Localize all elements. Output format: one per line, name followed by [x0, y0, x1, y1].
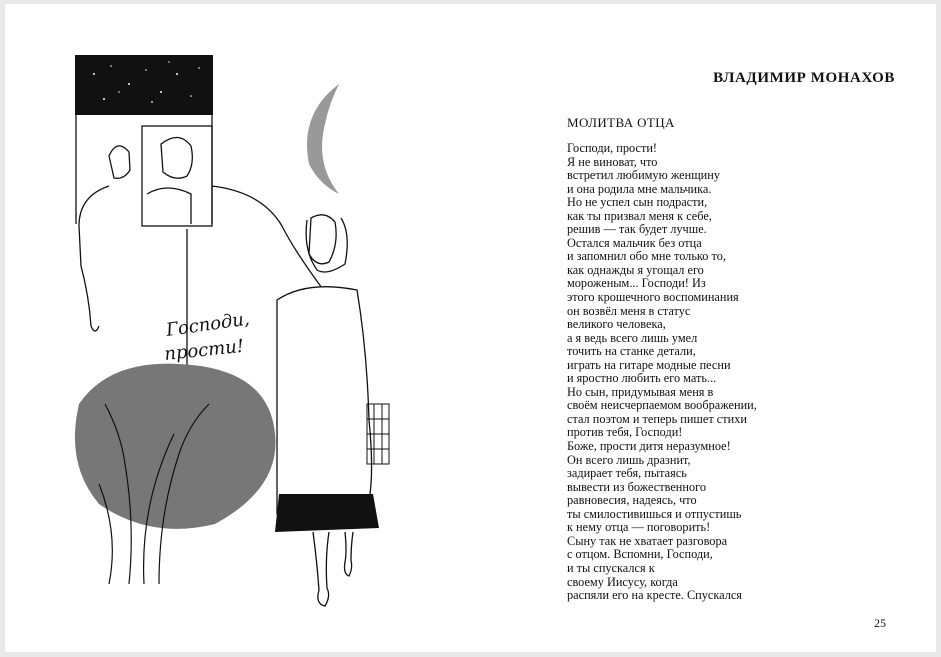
author-name: ВЛАДИМИР МОНАХОВ	[713, 70, 895, 86]
poem-line: распяли его на кресте. Спускался	[567, 588, 742, 603]
poem-title: МОЛИТВА ОТЦА	[567, 115, 675, 130]
young-man-body	[79, 186, 109, 331]
poem-line: и яростно любить его мать...	[567, 371, 717, 386]
poem-line: равновесия, надеясь, что	[567, 493, 697, 508]
poem-line: встретил любимую женщину	[567, 168, 720, 183]
inner-window	[142, 126, 212, 226]
illustration-drawing	[49, 44, 419, 614]
poem-line: своём неисчерпаемом воображении,	[567, 398, 757, 413]
night-window	[76, 56, 212, 114]
young-man-head	[109, 146, 130, 178]
woman	[277, 215, 372, 514]
woman-legs	[313, 532, 353, 606]
handwritten-text-line1: Господи,	[164, 308, 251, 341]
skirt	[275, 494, 379, 532]
poem-line: Он всего лишь дразнит,	[567, 452, 691, 467]
poem-line: задирает тебя, пытаясь	[567, 466, 687, 481]
poem-line: а я ведь всего лишь умел	[567, 330, 698, 345]
poem-line: к нему отца — поговорить!	[567, 520, 711, 535]
poem-line: он возвёл меня в статус	[567, 303, 691, 318]
poem-line: своему Иисусу, когда	[567, 574, 678, 589]
poem-line: Господи, прости!	[567, 141, 657, 155]
poem-line: решив — так будет лучше.	[567, 222, 707, 237]
poem-line: Но не успел сын подрасти,	[567, 195, 708, 210]
page-number: 25	[874, 616, 886, 630]
poem-line: как однажды я угощал его	[567, 262, 704, 277]
poem-line: точить на станке детали,	[567, 344, 696, 359]
poem-line: как ты призвал меня к себе,	[567, 208, 712, 223]
poem-line: великого человека,	[567, 317, 666, 332]
poem-line: Сыну так не хватает разговора	[567, 533, 728, 548]
handwritten-text-line2: прости!	[163, 335, 246, 365]
father-head	[161, 137, 192, 178]
ink-tree-crown	[75, 364, 276, 529]
poem-line: и ты спускался к	[567, 560, 655, 575]
poem-text	[567, 142, 887, 603]
poem-line: против тебя, Господи!	[567, 425, 683, 440]
poem-line: Боже, прости дитя неразумное!	[567, 439, 731, 454]
book-spread	[5, 4, 936, 652]
poem-line: играть на гитаре модные песни	[567, 357, 731, 372]
poem-line: и запомнил обо мне только то,	[567, 249, 726, 264]
poem-line: и она родила мне мальчика.	[567, 181, 712, 196]
poem-line: ты смилостивишься и отпустишь	[567, 506, 742, 521]
poem-line: с отцом. Вспомни, Господи,	[567, 547, 713, 562]
poem-line: этого крошечного воспоминания	[567, 290, 739, 305]
poem-line: Остался мальчик без отца	[567, 235, 702, 250]
poem-line: стал поэтом и теперь пишет стихи	[567, 411, 747, 426]
poem-line: мороженым... Господи! Из	[567, 276, 706, 291]
poem-line: Я не виноват, что	[567, 154, 658, 169]
illustration	[49, 44, 419, 614]
moon	[307, 84, 339, 194]
poem-line: вывести из божественного	[567, 479, 706, 494]
poem-line: Но сын, придумывая меня в	[567, 384, 714, 399]
